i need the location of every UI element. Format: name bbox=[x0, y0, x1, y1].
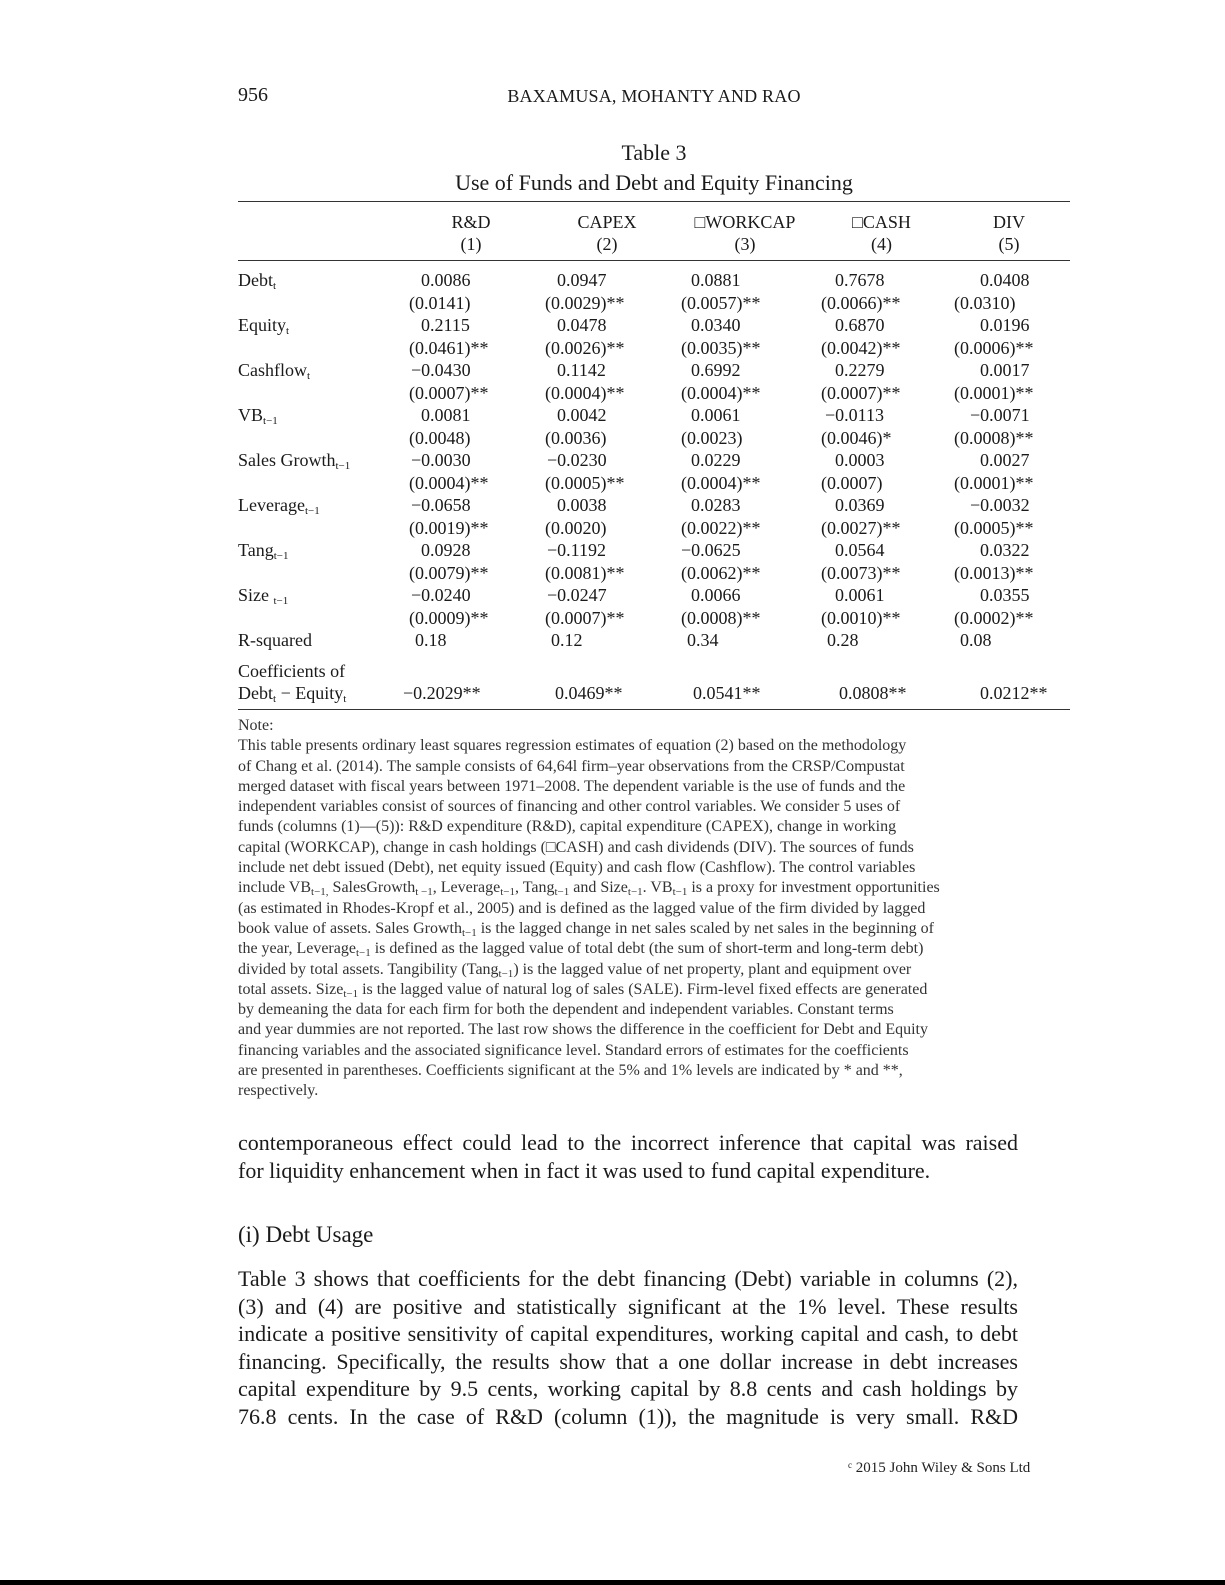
table-row-standard-error bbox=[238, 427, 1070, 450]
coefficient-cell: 0.0081 bbox=[421, 405, 471, 425]
note-text-fragment: , Leverage bbox=[432, 879, 501, 897]
coefficient-cell: 0.2279 bbox=[835, 360, 885, 380]
note-text-fragment: SalesGrowth bbox=[328, 879, 416, 897]
row-label-text: − Equity bbox=[276, 683, 344, 703]
subscript: t−1 bbox=[343, 987, 359, 1000]
table-row-coefficient bbox=[238, 494, 1070, 517]
table-row-coefficient bbox=[238, 359, 1070, 382]
row-label bbox=[238, 314, 403, 337]
body-line: capital expenditure by 9.5 cents, working capital by 8.8 cents and cash holdings by bbox=[238, 1376, 1018, 1401]
subscript: t−1 bbox=[461, 926, 477, 939]
coefficient-cell: −0.0113 bbox=[825, 405, 884, 425]
row-label bbox=[238, 584, 403, 607]
row-label: Coefficients of bbox=[238, 660, 346, 681]
subscript: t−1 bbox=[498, 967, 514, 980]
empty-cell bbox=[675, 656, 815, 683]
note-line: and year dummies are not reported. The last row shows the difference in the coefficient for Debt and Equity bbox=[238, 1021, 928, 1039]
standard-error-cell: (0.0026)** bbox=[545, 337, 625, 358]
note-text-fragment: and Size bbox=[569, 879, 628, 897]
page-number: 956 bbox=[238, 84, 268, 106]
coefficient-cell: −0.0247 bbox=[547, 585, 607, 605]
standard-error-cell: (0.0004)** bbox=[545, 382, 625, 403]
row-label-empty bbox=[238, 517, 403, 540]
table-row-coefficient bbox=[238, 539, 1070, 562]
row-label bbox=[238, 359, 403, 382]
note-text-fragment: , Tang bbox=[515, 879, 555, 897]
column-header-name: R&D bbox=[451, 212, 491, 232]
row-label bbox=[238, 449, 403, 472]
row-label-text: Leverage bbox=[238, 495, 305, 515]
coefficient-cell: 0.6870 bbox=[835, 315, 885, 335]
row-label bbox=[238, 682, 403, 709]
standard-error-cell: (0.0066)** bbox=[821, 292, 901, 313]
coefficient-cell: 0.0408 bbox=[980, 270, 1030, 290]
note-line bbox=[238, 919, 1070, 939]
row-label-empty bbox=[238, 562, 403, 585]
coefficient-cell: 0.0564 bbox=[835, 540, 885, 560]
table-number: Table 3 bbox=[621, 140, 687, 165]
table-row-standard-error bbox=[238, 517, 1070, 540]
body-paragraph-2 bbox=[238, 1265, 1018, 1430]
body-line: financing. Specifically, the results show that a one dollar increase in debt increases bbox=[238, 1348, 1018, 1374]
copyright-notice: $^c$ 2015 John Wiley & Sons Ltd bbox=[848, 1460, 1031, 1476]
coefficient-cell: −0.0430 bbox=[411, 360, 471, 380]
note-line bbox=[238, 960, 1070, 980]
coefficient-cell: 0.0355 bbox=[980, 585, 1030, 605]
r-squared-cell: 0.34 bbox=[687, 630, 719, 650]
difference-cell: 0.0212** bbox=[948, 682, 1070, 709]
table-row-difference-label bbox=[238, 656, 1070, 683]
coefficient-cell: 0.0340 bbox=[691, 315, 741, 335]
coefficient-cell: 0.6992 bbox=[691, 360, 741, 380]
standard-error-cell: (0.0461)** bbox=[409, 337, 489, 358]
row-label bbox=[238, 261, 403, 292]
coefficient-cell: −0.0032 bbox=[970, 495, 1030, 515]
r-squared-cell: 0.12 bbox=[551, 630, 583, 650]
coefficient-cell: 0.0478 bbox=[557, 315, 607, 335]
row-label-subscript: t bbox=[273, 280, 277, 292]
row-label-subscript: t bbox=[307, 370, 311, 382]
standard-error-cell: (0.0004)** bbox=[409, 472, 489, 493]
note-text-fragment: divided by total assets. Tangibility (Tang bbox=[238, 960, 499, 978]
row-label-text: Sales Growth bbox=[238, 450, 336, 470]
table-row-difference bbox=[238, 682, 1070, 709]
column-header-number: (4) bbox=[815, 233, 948, 261]
empty-cell bbox=[948, 656, 1070, 683]
table-row-coefficient bbox=[238, 404, 1070, 427]
body-line: 76.8 cents. In the case of R&D (column (1)), the magnitude is very small. R&D bbox=[238, 1403, 1018, 1429]
coefficient-cell: 0.0947 bbox=[557, 270, 607, 290]
column-header-name: CAPEX bbox=[577, 212, 637, 232]
r-squared-cell: 0.08 bbox=[960, 630, 992, 650]
column-name-row bbox=[238, 202, 1070, 233]
standard-error-cell: (0.0008)** bbox=[681, 607, 761, 628]
table-caption bbox=[238, 138, 1070, 198]
coefficient-cell: 0.0061 bbox=[691, 405, 741, 425]
note-line: financing variables and the associated significance level. Standard errors of estimates for the coefficients bbox=[238, 1041, 909, 1059]
standard-error-cell: (0.0023) bbox=[681, 427, 743, 448]
body-line: contemporaneous effect could lead to the incorrect inference that capital was raised bbox=[238, 1130, 1018, 1155]
column-header-name: □CASH bbox=[852, 212, 911, 232]
empty-cell bbox=[403, 656, 539, 683]
note-line: merged dataset with fiscal years between 1971–2008. The dependent variable is the use of funds and the bbox=[238, 777, 906, 795]
standard-error-cell: (0.0010)** bbox=[821, 607, 901, 628]
note-text-fragment: is the lagged change in net sales scaled by net sales in the beginning of bbox=[476, 919, 934, 937]
standard-error-cell: (0.0081)** bbox=[545, 562, 625, 583]
coefficient-cell: 0.0881 bbox=[691, 270, 741, 290]
subscript: t −1 bbox=[415, 886, 433, 899]
column-header-number: (3) bbox=[675, 233, 815, 261]
table-row-standard-error bbox=[238, 562, 1070, 585]
body-line: Table 3 shows that coefficients for the debt financing (Debt) variable in columns (2), bbox=[238, 1266, 1018, 1291]
running-head bbox=[238, 84, 1070, 112]
coefficient-cell: 0.0003 bbox=[835, 450, 885, 470]
section-heading: (i) Debt Usage bbox=[238, 1222, 374, 1247]
body-line: for liquidity enhancement when in fact it was used to fund capital expenditure. bbox=[238, 1157, 931, 1183]
standard-error-cell: (0.0029)** bbox=[545, 292, 625, 313]
standard-error-cell: (0.0036) bbox=[545, 427, 607, 448]
standard-error-cell: (0.0001)** bbox=[954, 382, 1034, 403]
note-text-fragment: book value of assets. Sales Growth bbox=[238, 919, 462, 937]
standard-error-cell: (0.0005)** bbox=[954, 517, 1034, 538]
note-line: by demeaning the data for each firm for both the dependent and independent variables. Constant terms bbox=[238, 1001, 894, 1019]
coefficient-cell: 0.0027 bbox=[980, 450, 1030, 470]
coefficient-cell: 0.0928 bbox=[421, 540, 471, 560]
coefficient-cell: 0.0086 bbox=[421, 270, 471, 290]
subscript: t−1 bbox=[627, 886, 643, 899]
standard-error-cell: (0.0073)** bbox=[821, 562, 901, 583]
regression-table bbox=[238, 201, 1070, 710]
note-line: respectively. bbox=[238, 1082, 319, 1100]
coefficient-cell: −0.0625 bbox=[681, 540, 741, 560]
note-line: are presented in parentheses. Coefficients significant at the 5% and 1% levels are indicated by * and **, bbox=[238, 1062, 903, 1080]
subscript: t−1 bbox=[500, 886, 515, 899]
coefficient-cell: 0.0283 bbox=[691, 495, 741, 515]
row-label-text: Cashflow bbox=[238, 360, 307, 380]
note-line: independent variables consist of sources of financing and other control variables. We consider 5 uses of bbox=[238, 798, 901, 816]
row-label-subscript: t bbox=[343, 693, 347, 705]
coefficient-cell: 0.0322 bbox=[980, 540, 1030, 560]
page-bottom-rule bbox=[0, 1580, 1225, 1585]
standard-error-cell: (0.0004)** bbox=[681, 382, 761, 403]
coefficient-cell: 0.0061 bbox=[835, 585, 885, 605]
table-row-coefficient bbox=[238, 314, 1070, 337]
row-label bbox=[238, 494, 403, 517]
standard-error-cell: (0.0310) bbox=[954, 292, 1016, 313]
coefficient-cell: 0.0196 bbox=[980, 315, 1030, 335]
coefficient-cell: −0.1192 bbox=[547, 540, 606, 560]
row-label-empty bbox=[238, 472, 403, 495]
row-label-text: Size bbox=[238, 585, 274, 605]
coefficient-cell: 0.0066 bbox=[691, 585, 741, 605]
note-line bbox=[238, 980, 1070, 1000]
subscript: t−1 bbox=[355, 947, 371, 960]
note-text-fragment: is defined as the lagged value of total debt (the sum of short-term and long-term debt) bbox=[370, 940, 924, 958]
row-label-empty bbox=[238, 427, 403, 450]
coefficient-cell: −0.0071 bbox=[970, 405, 1030, 425]
standard-error-cell: (0.0004)** bbox=[681, 472, 761, 493]
row-label-text: Debt bbox=[238, 270, 273, 290]
copyright-symbol: c bbox=[848, 1460, 852, 1470]
r-squared-cell: 0.18 bbox=[415, 630, 447, 650]
row-label-subscript: t−1 bbox=[335, 460, 351, 472]
coefficient-cell: −0.0240 bbox=[411, 585, 471, 605]
standard-error-cell: (0.0062)** bbox=[681, 562, 761, 583]
note-text-fragment: include VB bbox=[238, 879, 312, 897]
note-text-fragment: . VB bbox=[642, 879, 673, 897]
table-row-standard-error bbox=[238, 292, 1070, 315]
running-head-authors: BAXAMUSA, MOHANTY AND RAO bbox=[507, 86, 801, 106]
standard-error-cell: (0.0019)** bbox=[409, 517, 489, 538]
body-paragraph-1 bbox=[238, 1129, 1018, 1184]
column-header-name: □WORKCAP bbox=[694, 212, 796, 232]
row-label: R-squared bbox=[238, 630, 312, 650]
column-header-number: (1) bbox=[403, 233, 539, 261]
note-line: (as estimated in Rhodes-Kropf et al., 2005) and is defined as the lagged value of the firm divided by lagged bbox=[238, 899, 926, 917]
empty-cell bbox=[815, 656, 948, 683]
standard-error-cell: (0.0009)** bbox=[409, 607, 489, 628]
row-label-text: Tang bbox=[238, 540, 274, 560]
coefficient-cell: 0.0038 bbox=[557, 495, 607, 515]
standard-error-cell: (0.0057)** bbox=[681, 292, 761, 313]
body-line: (3) and (4) are positive and statistically significant at the 1% level. These results bbox=[238, 1293, 1018, 1319]
row-label-subscript: t−1 bbox=[273, 550, 289, 562]
note-label: Note: bbox=[238, 717, 274, 734]
table-row-coefficient bbox=[238, 261, 1070, 292]
standard-error-cell: (0.0042)** bbox=[821, 337, 901, 358]
coefficient-cell: 0.1142 bbox=[557, 360, 606, 380]
difference-cell: 0.0808** bbox=[815, 682, 948, 709]
note-line: include net debt issued (Debt), net equity issued (Equity) and cash flow (Cashflow). The control variables bbox=[238, 859, 916, 877]
row-label-text: Equity bbox=[238, 315, 286, 335]
note-text-fragment: is the lagged value of natural log of sales (SALE). Firm-level fixed effects are generated bbox=[358, 980, 928, 998]
table-row-standard-error bbox=[238, 337, 1070, 360]
standard-error-cell: (0.0001)** bbox=[954, 472, 1034, 493]
row-label bbox=[238, 404, 403, 427]
body-line: indicate a positive sensitivity of capital expenditures, working capital and cash, to debt bbox=[238, 1321, 1018, 1346]
coefficient-cell: 0.2115 bbox=[421, 315, 470, 335]
table-row-standard-error bbox=[238, 382, 1070, 405]
table-row-standard-error bbox=[238, 607, 1070, 630]
coefficient-cell: −0.0230 bbox=[547, 450, 607, 470]
r-squared-cell: 0.28 bbox=[827, 630, 859, 650]
table-title: Use of Funds and Debt and Equity Financing bbox=[455, 170, 853, 195]
row-label bbox=[238, 539, 403, 562]
standard-error-cell: (0.0048) bbox=[409, 427, 471, 448]
standard-error-cell: (0.0027)** bbox=[821, 517, 901, 538]
coefficient-cell: 0.0017 bbox=[980, 360, 1030, 380]
column-header-number: (2) bbox=[539, 233, 675, 261]
coefficient-cell: 0.0229 bbox=[691, 450, 741, 470]
row-label-text: Debt bbox=[238, 683, 273, 703]
note-line: This table presents ordinary least squares regression estimates of equation (2) based on the methodology bbox=[238, 737, 907, 755]
standard-error-cell: (0.0007) bbox=[821, 472, 883, 493]
coefficient-cell: −0.0030 bbox=[411, 450, 471, 470]
standard-error-cell: (0.0035)** bbox=[681, 337, 761, 358]
column-number-row bbox=[238, 233, 1070, 261]
note-text-fragment: ) is the lagged value of net property, plant and equipment over bbox=[513, 960, 912, 978]
note-line: of Chang et al. (2014). The sample consists of 64,64l firm–year observations from the CRSP/Compustat bbox=[238, 757, 905, 775]
row-label-text: VB bbox=[238, 405, 264, 425]
difference-cell: −0.2029** bbox=[403, 682, 539, 709]
coefficient-cell: −0.0658 bbox=[411, 495, 471, 515]
empty-cell bbox=[539, 656, 675, 683]
row-label-subscript: t−1 bbox=[273, 595, 289, 607]
difference-cell: 0.0541** bbox=[675, 682, 815, 709]
table-row-standard-error bbox=[238, 472, 1070, 495]
row-label-subscript: t−1 bbox=[263, 415, 278, 427]
subscript: t−1 bbox=[554, 886, 570, 899]
row-label-empty bbox=[238, 607, 403, 630]
subscript: t−1, bbox=[311, 886, 329, 899]
standard-error-cell: (0.0007)** bbox=[409, 382, 489, 403]
standard-error-cell: (0.0005)** bbox=[545, 472, 625, 493]
standard-error-cell: (0.0141) bbox=[409, 292, 471, 313]
row-label-subscript: t−1 bbox=[304, 505, 320, 517]
standard-error-cell: (0.0022)** bbox=[681, 517, 761, 538]
subscript: t−1 bbox=[672, 886, 688, 899]
table-note bbox=[238, 716, 1070, 1102]
coefficient-cell: 0.0369 bbox=[835, 495, 885, 515]
standard-error-cell: (0.0007)** bbox=[821, 382, 901, 403]
note-line bbox=[238, 939, 1070, 959]
row-label-subscript: t bbox=[273, 693, 277, 705]
note-text-fragment: is a proxy for investment opportunities bbox=[687, 879, 940, 897]
note-text-fragment: the year, Leverage bbox=[238, 940, 356, 958]
coefficient-cell: 0.0042 bbox=[557, 405, 607, 425]
standard-error-cell: (0.0008)** bbox=[954, 427, 1034, 448]
standard-error-cell: (0.0007)** bbox=[545, 607, 625, 628]
row-label-subscript: t bbox=[286, 325, 290, 337]
difference-cell: 0.0469** bbox=[539, 682, 675, 709]
standard-error-cell: (0.0013)** bbox=[954, 562, 1034, 583]
table-row-coefficient bbox=[238, 584, 1070, 607]
note-line bbox=[238, 878, 1070, 898]
note-line: funds (columns (1)—(5)): R&D expenditure (R&D), capital expenditure (CAPEX), change in working bbox=[238, 818, 897, 836]
standard-error-cell: (0.0020) bbox=[545, 517, 607, 538]
standard-error-cell: (0.0006)** bbox=[954, 337, 1034, 358]
column-header-number: (5) bbox=[948, 233, 1070, 261]
note-text-fragment: total assets. Size bbox=[238, 980, 344, 998]
table-row-coefficient bbox=[238, 449, 1070, 472]
table-row-r-squared bbox=[238, 629, 1070, 656]
standard-error-cell: (0.0046)* bbox=[821, 427, 892, 448]
column-header-name: DIV bbox=[993, 212, 1025, 232]
standard-error-cell: (0.0002)** bbox=[954, 607, 1034, 628]
row-label-empty bbox=[238, 382, 403, 405]
note-line: capital (WORKCAP), change in cash holdings (□CASH) and cash dividends (DIV). The sources of funds bbox=[238, 838, 914, 856]
row-label-empty bbox=[238, 337, 403, 360]
standard-error-cell: (0.0079)** bbox=[409, 562, 489, 583]
coefficient-cell: 0.7678 bbox=[835, 270, 885, 290]
row-label-empty bbox=[238, 292, 403, 315]
